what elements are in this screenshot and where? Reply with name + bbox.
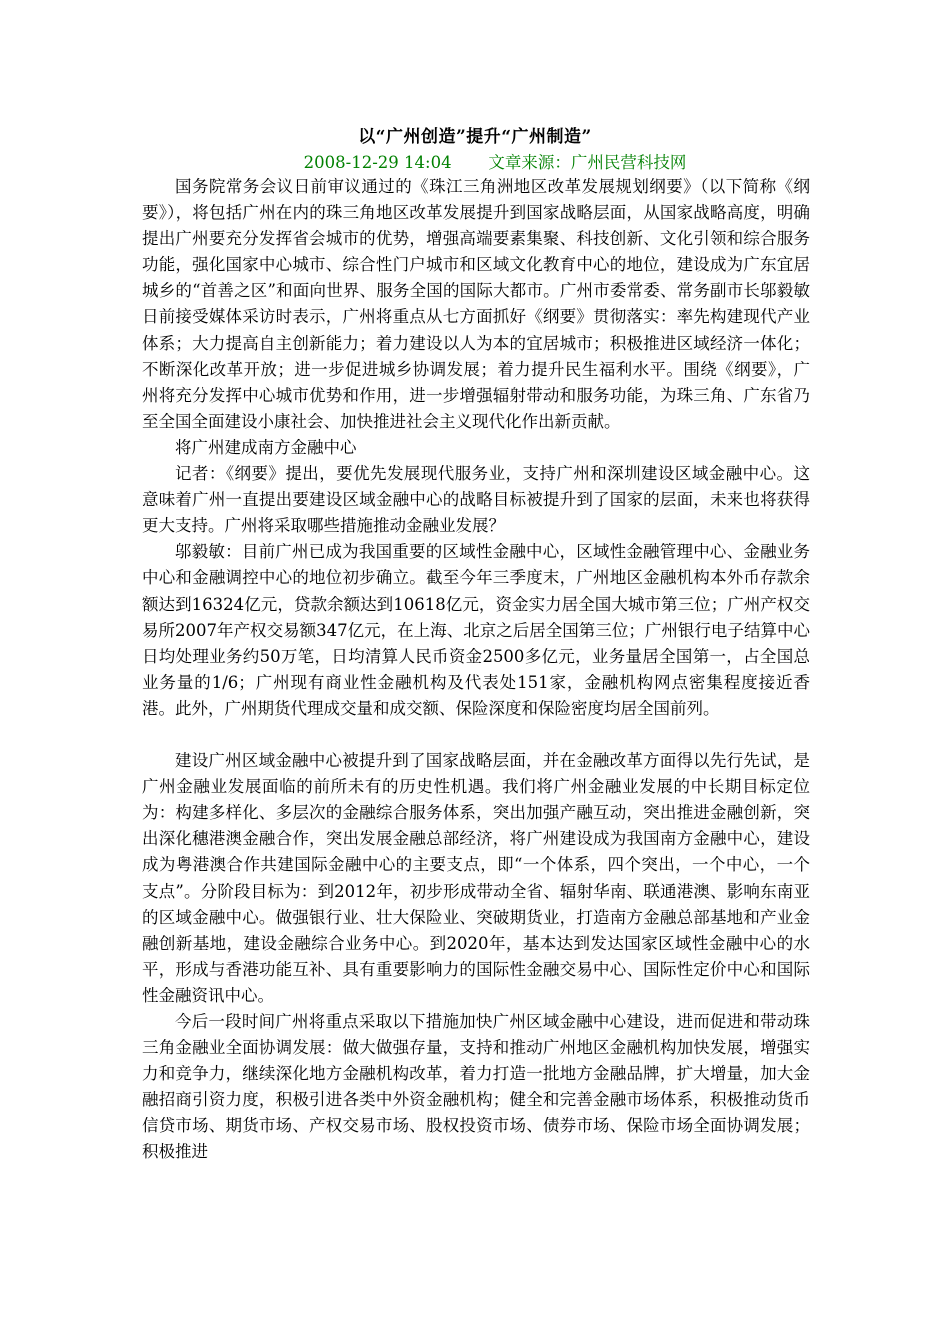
paragraph-measures: 今后一段时间广州将重点采取以下措施加快广州区域金融中心建设，进而促进和带动珠三角金融业全面协调发展：做大做强存量，支持和推动广州地区金融机构加快发展，增强实力和竞争力，继续深化地方金融机构改革，着力打造一批地方金融品牌，扩大增量，加大金融招商引资力度，积极引进各类中外资金融机构；健全和完善金融市场体系，积极推动货币信贷市场、期货市场、产权交易市场、股权投资市场、债券市场、保险市场全面协调发展；积极推进 xyxy=(142,1012,810,1162)
section-heading: 将广州建成南方金融中心 xyxy=(175,437,357,457)
article-body xyxy=(142,174,810,1166)
article-title: 以“广州创造”提升“广州制造” xyxy=(358,127,592,147)
paragraph-question: 记者：《纲要》提出，要优先发展现代服务业，支持广州和深圳建设区域金融中心。这意味着广州一直提出要建设区域金融中心的战略目标被提升到了国家的层面，未来也将获得更大支持。广州将采取哪些措施推动金融业发展？ xyxy=(142,464,810,536)
paragraph-answer: 邬毅敏：目前广州已成为我国重要的区域性金融中心，区域性金融管理中心、金融业务中心和金融调控中心的地位初步确立。截至今年三季度末，广州地区金融机构本外币存款余额达到16324亿元，贷款余额达到10618亿元，资金实力居全国大城市第三位；广州产权交易所2007年产权交易额347亿元，在上海、北京之后居全国第三位；广州银行电子结算中心日均处理业务约50万笔，日均清算人民币资金2500多亿元，业务量居全国第一，占全国总业务量的1/6；广州现有商业性金融机构及代表处151家，金融机构网点密集程度接近香港。此外，广州期货代理成交量和成交额、保险深度和保险密度均居全国前列。 xyxy=(142,542,810,718)
article-source: 文章来源：广州民营科技网 xyxy=(488,153,687,172)
article-meta xyxy=(0,150,950,176)
article-date: 2008-12-29 14:04 xyxy=(303,153,452,172)
paragraph-intro: 国务院常务会议日前审议通过的《珠江三角洲地区改革发展规划纲要》（以下简称《纲要》），将包括广州在内的珠三角地区改革发展提升到国家战略层面，从国家战略高度，明确提出广州要充分发挥省会城市的优势，增强高端要素集聚、科技创新、文化引领和综合服务功能，强化国家中心城市、综合性门户城市和区域文化教育中心的地位，建设成为广东宜居城乡的“首善之区”和面向世界、服务全国的国际大都市。广州市委常委、常务副市长邬毅敏日前接受媒体采访时表示，广州将重点从七方面抓好《纲要》贯彻落实：率先构建现代产业体系；大力提高自主创新能力；着力建设以人为本的宜居城市；积极推进区域经济一体化；不断深化改革开放；进一步促进城乡协调发展；着力提升民生福利水平。围绕《纲要》，广州将充分发挥中心城市优势和作用，进一步增强辐射带动和服务功能，为珠三角、广东省乃至全国全面建设小康社会、加快推进社会主义现代化作出新贡献。 xyxy=(142,177,810,431)
paragraph-goals: 建设广州区域金融中心被提升到了国家战略层面，并在金融改革方面得以先行先试，是广州金融业发展面临的前所未有的历史性机遇。我们将广州金融业发展的中长期目标定位为：构建多样化、多层次的金融综合服务体系，突出加强产融互动，突出推进金融创新，突出深化穗港澳金融合作，突出发展金融总部经济，将广州建设成为我国南方金融中心，建设成为粤港澳合作共建国际金融中心的主要支点，即“一个体系，四个突出，一个中心，一个支点”。分阶段目标为：到2012年，初步形成带动全省、辐射华南、联通港澳、影响东南亚的区域金融中心。做强银行业、壮大保险业、突破期货业，打造南方金融总部基地和产业金融创新基地，建设金融综合业务中心。到2020年，基本达到发达国家区域性金融中心的水平，形成与香港功能互补、具有重要影响力的国际性金融交易中心、国际性定价中心和国际性金融资讯中心。 xyxy=(142,751,810,1005)
blank-line xyxy=(142,722,810,748)
